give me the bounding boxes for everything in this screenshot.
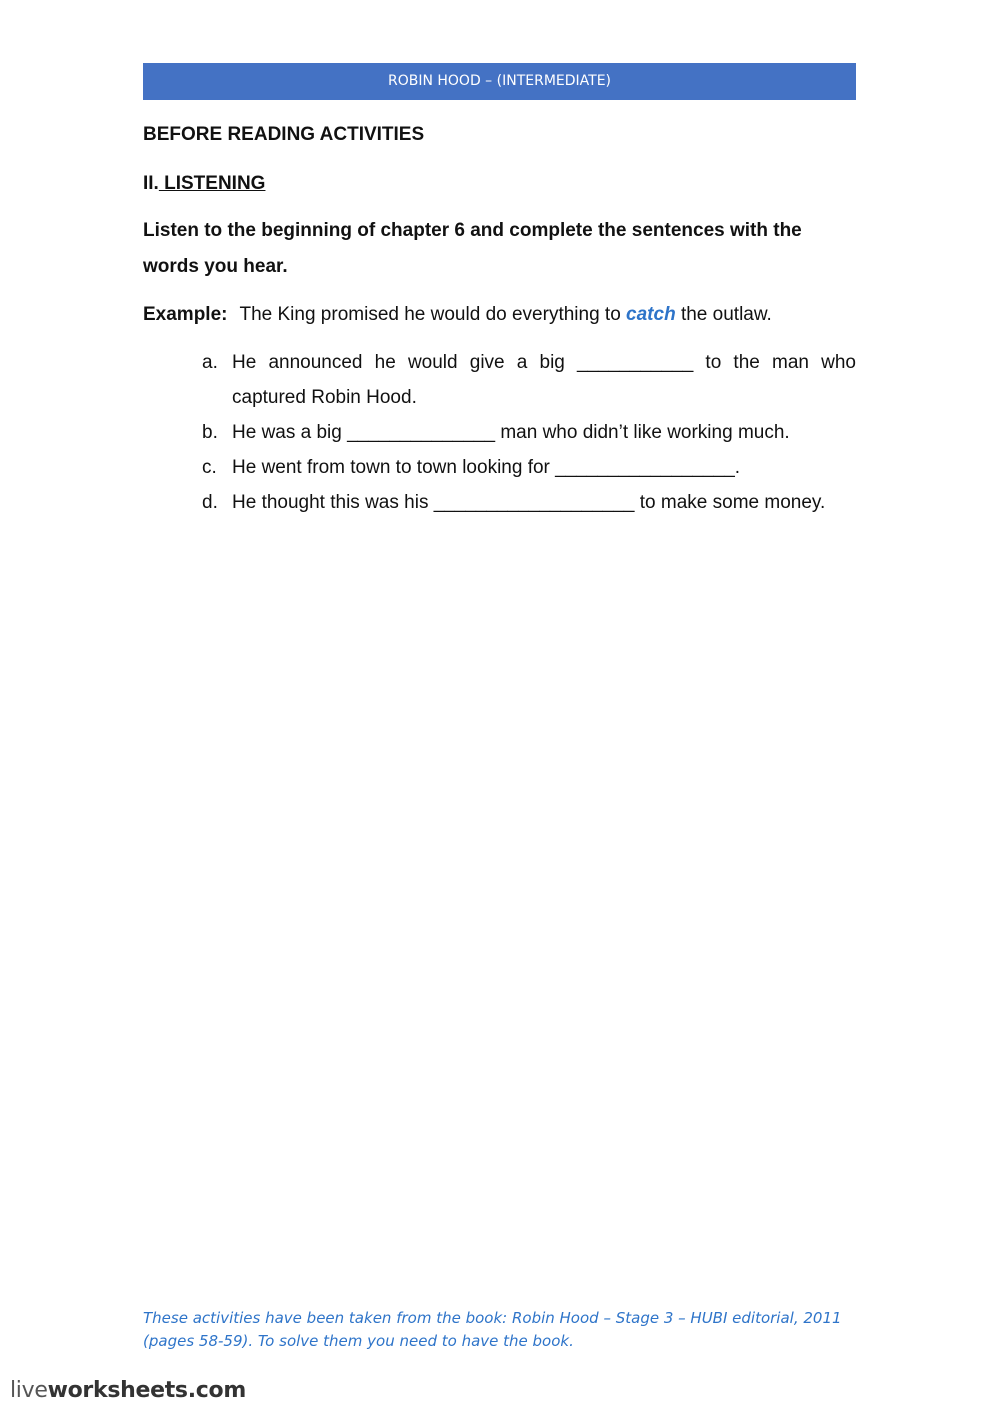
exercise-item [202,345,856,415]
exercise-item [202,415,856,450]
item-letter: c. [202,457,217,478]
example-sentence [143,302,856,328]
subsection-number: II. [143,173,159,194]
exercise-item [202,485,856,520]
page-header: ROBIN HOOD – (INTERMEDIATE) [143,63,856,100]
example-text-before: The King promised he would do everything to [239,304,627,325]
item-letter: a. [202,352,218,373]
subsection-label: LISTENING [158,173,266,194]
example-answer: catch [626,304,676,325]
subsection-title [143,173,265,195]
item-text: He thought this was his ___________________ to make some money. [232,492,826,513]
instruction-text: Listen to the beginning of chapter 6 and complete the sentences with the words you hear. [143,220,802,277]
item-text: He was a big ______________ man who didn’t like working much. [232,422,790,443]
logo-part-light: live [10,1378,48,1403]
liveworksheets-logo[interactable] [10,1378,246,1403]
logo-part-suffix: .com [187,1378,246,1403]
item-letter: b. [202,422,218,443]
source-note: These activities have been taken from the book: Robin Hood – Stage 3 – HUBI editorial, 2011 (pages 58-59). To solve them you need to have the book. [143,1309,842,1350]
example-label: Example: [143,304,228,325]
section-title: BEFORE READING ACTIVITIES [143,124,425,145]
example-text-after: the outlaw. [675,304,772,325]
item-letter: d. [202,492,218,513]
exercise-list [202,345,856,520]
logo-part-bold: worksheets [47,1378,188,1403]
exercise-item [202,450,856,485]
item-text: He announced he would give a big ___________ to the man who captured Robin Hood. [232,352,856,408]
item-text: He went from town to town looking for _________________. [232,457,741,478]
